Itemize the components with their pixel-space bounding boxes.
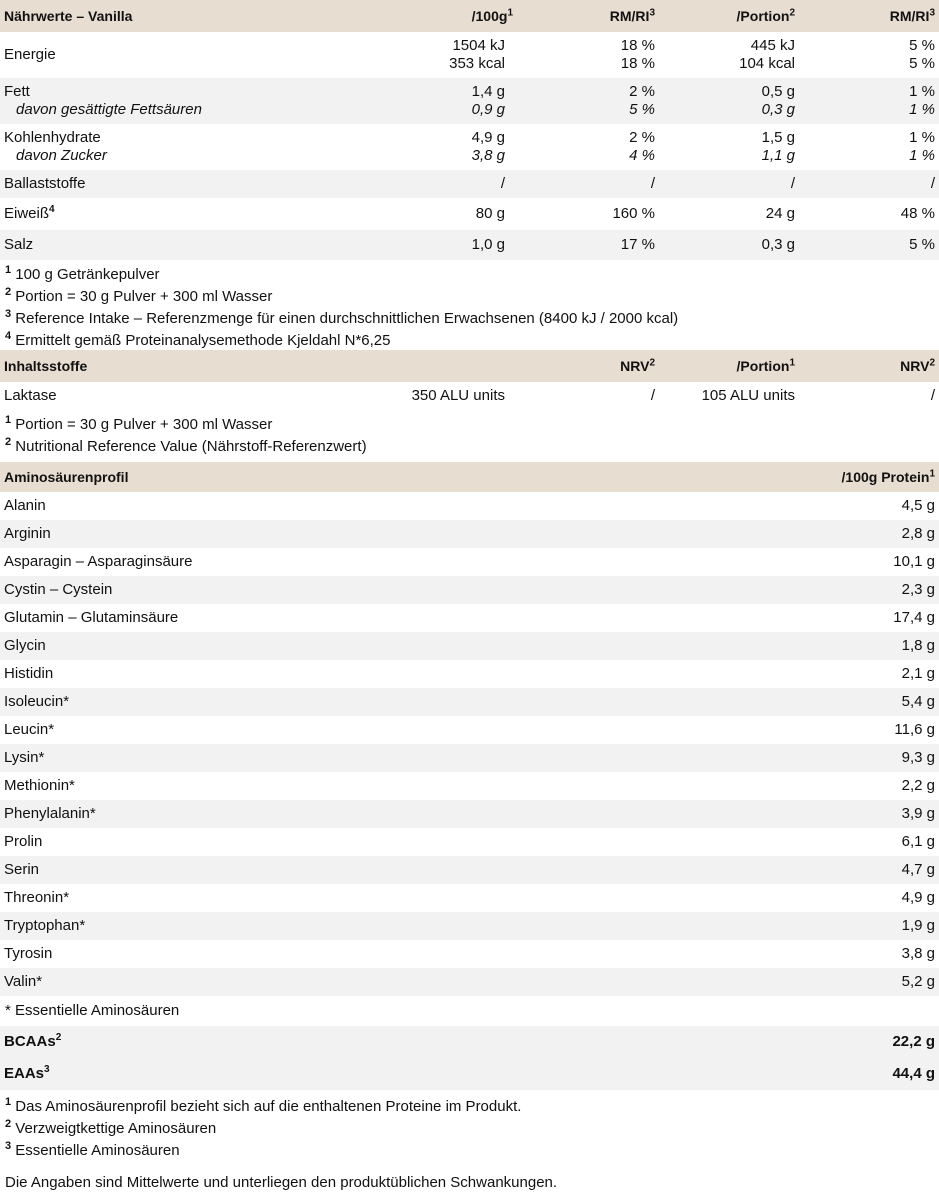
nutrition-header-row <box>0 0 939 32</box>
bcaa-row <box>0 1026 939 1058</box>
ri-portion: 48 % <box>900 205 935 222</box>
footnote: $^2$ Nutritional Reference Value (Nährstoff-Referenzwert) <box>5 436 367 455</box>
amino-name: Glutamin – Glutaminsäure <box>4 609 179 626</box>
amino-name: Threonin* <box>4 889 70 906</box>
ingredients-row-lactase <box>0 382 939 410</box>
nrv-100g: / <box>650 387 655 404</box>
amino-name: Valin* <box>0 968 700 996</box>
amino-value: 17,4 g <box>893 609 935 626</box>
amino-name: Glycin <box>0 632 700 660</box>
amino-name: Asparagin – Asparaginsäure <box>4 553 193 570</box>
value-portion: / <box>659 170 799 198</box>
eaa-row <box>0 1058 939 1090</box>
amino-value: 5,2 g <box>700 968 939 996</box>
amino-row <box>0 632 939 660</box>
value-portion: 0,5 g 0,3 g <box>659 78 799 124</box>
footnote: $^1$ Das Aminosäurenprofil bezieht sich auf die enthaltenen Proteine im Produkt. <box>5 1096 522 1115</box>
ri-100g: / <box>517 170 659 198</box>
amino-value: 3,8 g <box>901 945 935 962</box>
nutrition-row-fiber <box>0 170 939 198</box>
value-100g: 350 ALU units <box>411 387 505 404</box>
amino-row <box>0 884 939 912</box>
nutrient-name: Eiweiß$^4$ <box>4 204 55 222</box>
amino-name: Histidin <box>4 665 54 682</box>
ingredients-table <box>0 350 939 410</box>
amino-value: 2,3 g <box>700 576 939 604</box>
nrv-portion: / <box>930 387 935 404</box>
amino-footnotes <box>0 1090 939 1162</box>
amino-value: 3,9 g <box>700 800 939 828</box>
value-100g: 80 g <box>475 205 505 222</box>
value-portion: 0,3 g <box>659 230 799 260</box>
amino-header-row <box>0 462 939 492</box>
ri-portion: 1 % 1 % <box>799 78 939 124</box>
ri-portion: / <box>799 170 939 198</box>
amino-name: Tyrosin <box>4 945 53 962</box>
per-100g-header: $/100g^1$ <box>230 0 517 32</box>
amino-row <box>0 856 939 884</box>
amino-row <box>0 716 939 744</box>
amino-name: Arginin <box>0 520 700 548</box>
amino-value: 4,5 g <box>901 497 935 514</box>
disclaimer: Die Angaben sind Mittelwerte und unterliegen den produktüblichen Schwankungen. <box>5 1174 558 1191</box>
nutrition-row-carbs <box>0 124 939 170</box>
ri-portion: 5 % <box>799 230 939 260</box>
nutrient-name: Salz <box>0 230 230 260</box>
nutrition-header-title: Nährwerte – Vanilla <box>0 0 230 32</box>
ri-100g: 160 % <box>612 205 655 222</box>
ri-portion-header: $RM/RI^3$ <box>799 0 939 32</box>
amino-row <box>0 660 939 688</box>
nutrient-name: Fett davon gesättigte Fettsäuren <box>0 78 230 124</box>
amino-value: 2,1 g <box>901 665 935 682</box>
value-100g: 1,0 g <box>230 230 517 260</box>
value-100g: 1504 kJ 353 kcal <box>449 37 505 72</box>
nrv-portion-header: NRV$^2$ <box>799 350 939 382</box>
nutrient-name: Energie <box>4 46 56 63</box>
amino-row <box>0 744 939 772</box>
footnote: $^4$ Ermittelt gemäß Proteinanalysemethode Kjeldahl N*6,25 <box>5 330 391 349</box>
ri-100g: 18 % 18 % <box>620 37 655 72</box>
amino-row <box>0 940 939 968</box>
footnote: $^1$ Portion = 30 g Pulver + 300 ml Wasser <box>5 414 273 433</box>
amino-value: 10,1 g <box>893 553 935 570</box>
essential-amino-note: * Essentielle Aminosäuren <box>5 1002 180 1019</box>
nrv-100g-header: NRV$^2$ <box>517 350 659 382</box>
value-portion: 445 kJ 104 kcal <box>739 37 795 72</box>
ingredients-footnotes <box>0 410 939 462</box>
total-value: 44,4 g <box>700 1058 939 1090</box>
nutrient-name: Kohlenhydrate davon Zucker <box>4 129 107 164</box>
value-100g: 1,4 g 0,9 g <box>230 78 517 124</box>
amino-name: Methionin* <box>4 777 75 794</box>
amino-value: 9,3 g <box>700 744 939 772</box>
amino-row <box>0 800 939 828</box>
amino-name: Isoleucin* <box>0 688 700 716</box>
ri-portion: 1 % 1 % <box>909 129 935 164</box>
amino-row <box>0 548 939 576</box>
footnote: $^3$ Essentielle Aminosäuren <box>5 1140 180 1159</box>
per-portion-header: /Portion$^2$ <box>659 0 799 32</box>
footnote: $^1$ 100 g Getränkepulver <box>5 264 160 283</box>
amino-value: 2,8 g <box>700 520 939 548</box>
nutrition-row-salt <box>0 230 939 260</box>
amino-value: 5,4 g <box>700 688 939 716</box>
amino-row <box>0 520 939 548</box>
amino-name: Lysin* <box>0 744 700 772</box>
amino-header-title: Aminosäurenprofil <box>0 462 700 492</box>
amino-name: Prolin <box>4 833 43 850</box>
amino-name: Serin <box>0 856 700 884</box>
value-100g: 4,9 g 3,8 g <box>471 129 505 164</box>
ingredients-header-title: Inhaltsstoffe <box>0 350 230 382</box>
value-portion: 1,5 g 1,1 g <box>761 129 795 164</box>
footnote: $^2$ Portion = 30 g Pulver + 300 ml Wasser <box>5 286 273 305</box>
amino-row <box>0 912 939 940</box>
ri-100g: 2 % 4 % <box>629 129 655 164</box>
ri-100g: 2 % 5 % <box>517 78 659 124</box>
total-value: 22,2 g <box>700 1026 939 1058</box>
amino-name: Leucin* <box>4 721 55 738</box>
amino-row <box>0 968 939 996</box>
ingredients-header-row <box>0 350 939 382</box>
empty-header-cell <box>230 350 517 382</box>
per-100g-protein-header: /100g Protein$^1$ <box>700 462 939 492</box>
amino-name: Phenylalanin* <box>0 800 700 828</box>
amino-totals-table <box>0 1026 939 1090</box>
ri-100g: 17 % <box>517 230 659 260</box>
amino-name: Cystin – Cystein <box>0 576 700 604</box>
amino-value: 1,9 g <box>700 912 939 940</box>
amino-value: 4,7 g <box>700 856 939 884</box>
ingredient-name: Laktase <box>4 387 57 404</box>
value-portion: 24 g <box>765 205 795 222</box>
amino-value: 11,6 g <box>894 721 935 738</box>
amino-row <box>0 772 939 800</box>
nutrition-footnotes <box>0 260 939 350</box>
amino-value: 4,9 g <box>901 889 935 906</box>
nutrient-name: Ballaststoffe <box>0 170 230 198</box>
value-100g: / <box>230 170 517 198</box>
total-name: EAAs$^3$ <box>0 1058 700 1090</box>
amino-value: 6,1 g <box>901 833 935 850</box>
nutrition-row-protein <box>0 198 939 230</box>
amino-value: 2,2 g <box>901 777 935 794</box>
amino-row <box>0 828 939 856</box>
amino-acid-table <box>0 462 939 996</box>
amino-row <box>0 688 939 716</box>
amino-row <box>0 576 939 604</box>
amino-row <box>0 492 939 520</box>
ri-portion: 5 % 5 % <box>909 37 935 72</box>
footnote: $^3$ Reference Intake – Referenzmenge für einen durchschnittlichen Erwachsenen (8400 kJ / 2000 kcal) <box>5 308 679 327</box>
ri-100g-header: $RM/RI^3$ <box>517 0 659 32</box>
total-name: BCAAs$^2$ <box>0 1026 700 1058</box>
per-portion-header: /Portion$^1$ <box>659 350 799 382</box>
amino-name: Tryptophan* <box>0 912 700 940</box>
amino-name: Alanin <box>4 497 46 514</box>
footnote: $^2$ Verzweigtkettige Aminosäuren <box>5 1118 217 1137</box>
nutrition-row-energy <box>0 32 939 78</box>
nutrition-table <box>0 0 939 260</box>
value-portion: 105 ALU units <box>701 387 795 404</box>
amino-value: 1,8 g <box>700 632 939 660</box>
amino-row <box>0 604 939 632</box>
nutrition-row-fat <box>0 78 939 124</box>
